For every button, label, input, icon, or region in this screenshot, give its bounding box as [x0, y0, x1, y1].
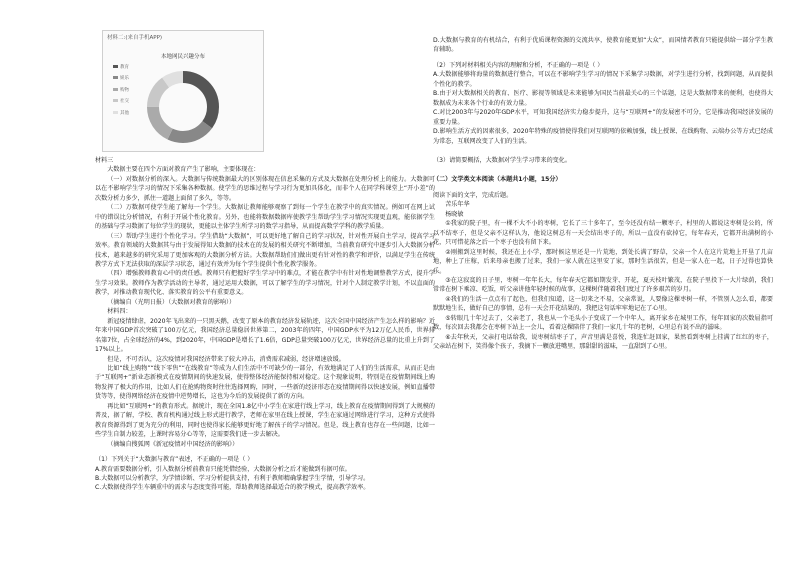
question-2-option-c: C.对比2003年与2020年GDP水平，可知我国经济实力稳步提升，这与“互联网+”的发展密不可分，它是推动我国经济发展的重要力量。 — [433, 109, 773, 126]
legend-swatch — [113, 76, 118, 79]
legend-swatch — [113, 65, 118, 68]
story-author: 杨晓敏 — [445, 210, 464, 218]
story-para-5: ⑤转眼几十年过去了，父亲老了，我也从一个毛头小子变成了一个中年人，离开家乡在城里工作，每年回家的次数屈指可数，每次回去我都会在枣树下站上一会儿，看着这棵陪伴了我们一家几十年的老树，心里总有说不出的滋味。 — [433, 314, 773, 332]
story-title: 苦乐年华 — [445, 201, 470, 209]
material3-para-2: （二）万数据可使学生能了解每一个学生。大数据让教师能够观察了到每一个学生在教学中的真实情况。例如可在网上试中的错误比分析情况，有利于开展个性化教育。另外，也能将数据数据库使教学生帮助学生学习情况实现更直观，能依据学生的基础与学习数据了每位学生的现状，更能以主体学生所学习的数学习指导，从而提高数学学科的教学质量。 — [95, 204, 435, 231]
legend-swatch — [113, 88, 118, 91]
reading-instruction: 阅读下面的文字，完成后题。 — [433, 191, 513, 199]
figure-title: 本地网民兴趣分布 — [160, 54, 205, 60]
story-para-6: ⑥去年秋天，父亲打电话给我，说枣树结枣子了，声音里满是喜悦，我连忙赶回家，果然看到枣树上挂满了红红的枣子，父亲站在树下，笑得像个孩子，我摘下一颗放进嘴里，那甜甜的滋味，一直甜到了心里。 — [433, 333, 773, 351]
story-para-2: ②刚搬到这里时候，我还在上小学，那时候这里还是一片荒地，到处长满了野草，父亲一个人在这片荒地上开垦了几亩地，种上了庄稼，后来母亲也搬了过来，我们一家人就在这里安了家，那时生活很苦，但是一家人在一起，日子过得也算快乐。 — [433, 248, 773, 275]
figure-legend — [113, 63, 129, 120]
legend-swatch — [113, 99, 118, 102]
question-2: （2）下列对材料相关内容的理解和分析，不正确的一项是（ ） — [433, 61, 604, 69]
legend-entry: 教育 — [113, 63, 129, 72]
question-1-option-a: A.教育需要数据分析，引入数据分析前教育只能凭借经验，大数据分析之后才能做到有据可依。 — [95, 465, 351, 473]
material4-source: （摘编自搜狐网《新冠疫情对中国经济的影响》） — [107, 440, 239, 448]
material4-para-1: 新冠疫情肆虐，2020年飞出来的一只黑天鹅，改变了原本的教育经济发展轨迹，这次全国中国经济产生怎么样的影响？近年来中国GDP首次突破了100万亿元，我国经济总量稳居世界第二，2003年的四年，中国GDP水平为12万亿人民币，世界排名第7位，占全球经济的4%，到2020年，中国GDP是增长了1.6倍，GDP总量突破100万亿元，世界经济总量的比重上升到了17%以上。 — [95, 317, 435, 354]
question-1-option-c: C.大数据使得学生车辆重中的需求与态度变得可能，帮助教师选择最适合的教学模式，提高教学效率。 — [95, 484, 370, 492]
material3-intro: 大数据主要在四个方面对教育产生了影响，主要体现在： — [107, 166, 260, 174]
interest-distribution-figure — [102, 30, 264, 152]
material4-heading: 材料四： — [107, 308, 132, 316]
question-1: （1）下列关于“大数据与教育”表述，不正确的一项是（ ） — [95, 456, 254, 464]
story-para-3: ③在这寂寞的日子里，枣树一年年长大，每年春天它都如期发芽、开花，夏天枝叶繁茂，在院子里投下一大片绿荫，我们常常在树下乘凉、吃饭，听父亲讲他年轻时候的故事，这棵树伴随着我们度过了许多艰苦的岁月。 — [433, 276, 773, 294]
question-3: （3）请简要概括，大数据对学生学习带来的变化。 — [433, 156, 571, 164]
legend-entry: 社交 — [113, 97, 129, 106]
donut-chart — [143, 67, 223, 147]
story-para-4: ④我们的生活一点点有了起色，但我们知道，这一切来之不易，父亲常说，人要像这棵枣树一样，不管别人怎么看，都要默默地生长，做好自己的事情，总有一天会开花结果的，我把这句话牢牢地记在了心里。 — [433, 295, 773, 313]
material4-para-4: 再比如“互联网+”的教育形式。据统计，现在全国1.8亿中小学生在家进行线上学习，线上教育在疫情期间得到了大规模的普及，据了解，学校、教育机构通过线上形式进行教学，老师在家里在线上授课，学生在家通过网络进行学习，这种方式使得教育资源得到了更为充分的利用，同时也使得家长能够更好地了解孩子的学习情况。但是，线上教育也存在一些问题，比如一些学生自制力较差，上课时容易分心等等，这需要我们进一步去解决。 — [95, 402, 435, 439]
question-1-option-b: B.大数据可以分析教学，为学情诊断、学习分析提供支持，有利于教师精确掌握学生学情，引导学习。 — [95, 474, 370, 482]
material3-para-3: （三）帮助学生进行个性化学习。学生借助“大数据”，可以更好地了解自己的学习状况，针对性开展自主学习，提高学习效率。教育领域的大数据其与由于发展得知大数据的技术在的发展的相关研究不断增加，当前教育研究中逐步引入大数据分析技术，越来越多的研究采用了更加客观的大数据分析方法。大数据帮助们们做出更有针对性的教学和评价，以满足学生在传统教学方式下无法获取的深层学习状态，通过有效并为每个学生提供个性化教学服务。 — [95, 232, 435, 268]
legend-swatch — [113, 111, 118, 114]
question-2-option-b: B.由于对大数据相关的教育、医疗、影视等领域是未来能够为国民当前最关心的三个话题，这是大数据带来的便利，也使得大数据成为未来各个行业的有效力量。 — [433, 90, 773, 107]
material3-para-1: （一）对数据分析的深入。大数据与传统数据最大的区别体现在信息采集的方式及大数据在处理分析上的能力。大数据可以在不影响学生学习的情况下采集各种数据。使学生的思维过程与学习行为更加具体化，而非个人在同学科课堂上“开小差”的次数分析力多少，抓住一道题上面留了多久，等等。 — [95, 175, 435, 202]
figure-caption: 材料二:(来自手机APP) — [107, 35, 163, 41]
question-2-option-d: D.影响生活方式的因素很多，2020年特殊的疫情使得我们对互联网的依赖加强，线上授课、在线购物、云端办公等方式已经成为常态，互联网改变了人们的生活。 — [433, 128, 773, 145]
story-para-1: ①我家的院子里，有一棵不大不小的枣树，它长了三十多年了，至今还没有结一颗枣子，村里的人都说这枣树是公的，所以不结枣子，但是父亲不这样认为，他说这树总有一天会结出枣子的，所以一直没有砍掉它，每年春天，它都开出满树的小花，只可惜花落之后一个枣子也没有留下来。 — [433, 220, 773, 247]
section-heading: （二）文学类文本阅读（本题共1小题，15分） — [433, 176, 562, 184]
material4-para-2: 但是，不可否认，这次疫情对我国经济带来了较大冲击，消费需求减弱，经济增速放缓。 — [107, 355, 345, 363]
material3-heading: 材料三 — [95, 157, 114, 164]
material4-para-3: 比如“线上购物”“线下零售”“在线教育”等成为人们生活中不可缺少的一部分，有效地满足了人们的生活需求，从而正是由于“互联网+”新业态新模式在疫情期间的快速发展，使得整体经济能保持相对稳定。这个现象说明，特别是在疫情期间线上购物发挥了极大的作用，比如人们在抢购物资时往往选择网购，同时，一些新的经济形态在疫情期间得以快速发展，例如直播带货等等，使得网络经济在疫情中逆势增长，这也为今后的发展提供了新的方向。 — [95, 364, 435, 401]
legend-entry: 其他 — [113, 109, 129, 118]
left-column — [95, 30, 435, 493]
question-1-option-d: D.大数据与教育的有机结合，有利于优质课程资源的交流共享，使教育能更加“大众”，而国情者教育只能提供给一部分学生教育辅助。 — [433, 37, 773, 54]
material3-para-4: （四）增强教师教育心中的责任感。教师只有把握好学生学习中的难点，才能在教学中有针对性地调整教学方式，提升学生学习效果。教师作为教学活动的主导者，通过运用大数据，可以了解学生的学习情况，针对个人制定教学计划，不以直面的教学，对推动教育现代化、落实教育的公平有重要意义。 — [95, 270, 435, 297]
legend-entry: 购物 — [113, 86, 129, 95]
question-2-option-a: A.大数据能够将海量的数据进行整合，可以在不影响学生学习的情况下采集学习数据，对学生进行分析，找到问题，从而提供个性化的教学。 — [433, 71, 773, 88]
legend-entry: 娱乐 — [113, 74, 129, 83]
material3-source: （摘编自（光明日报）（大数据对教育的影响）） — [107, 298, 236, 306]
right-column — [433, 36, 773, 352]
